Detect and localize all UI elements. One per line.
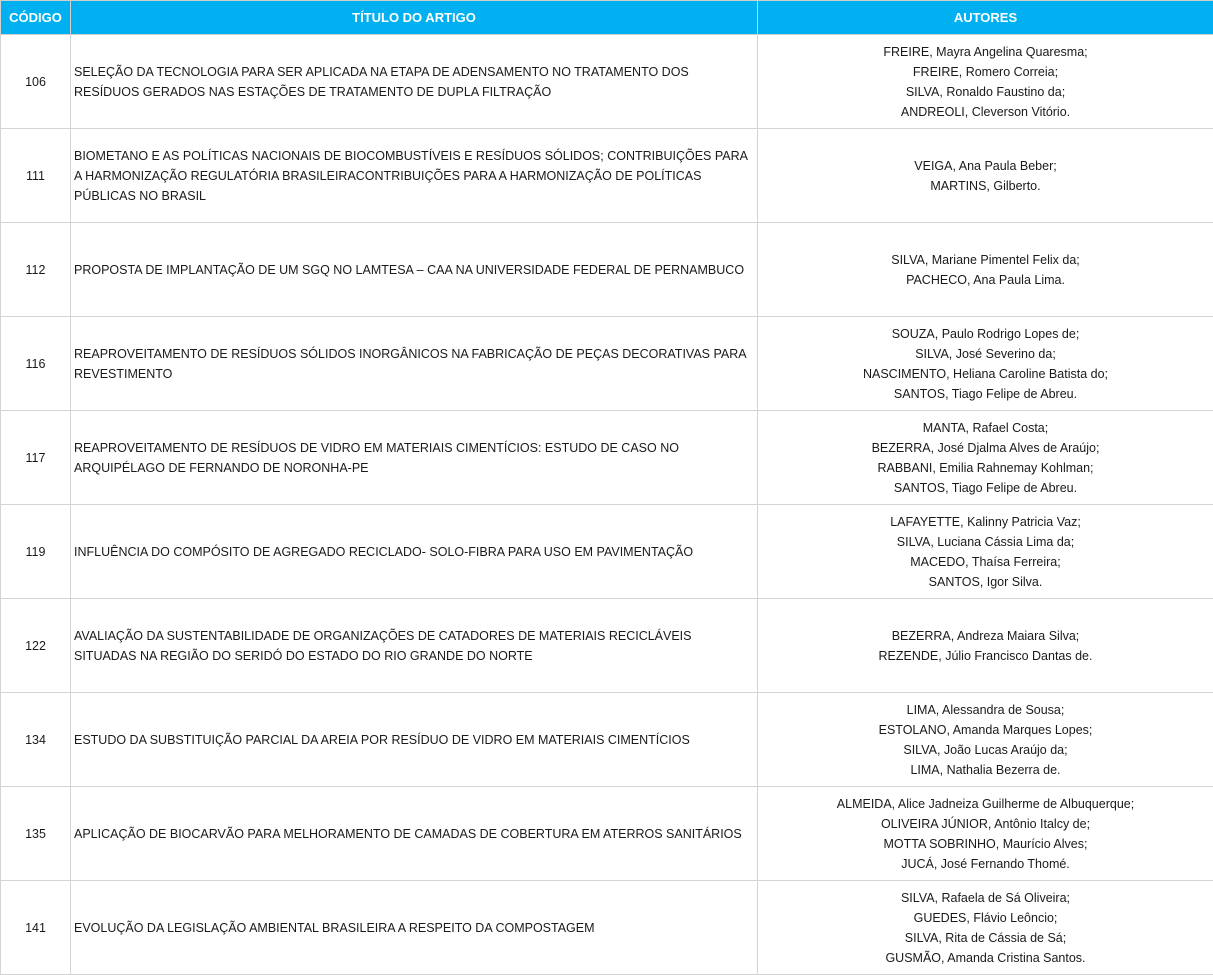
- header-title: TÍTULO DO ARTIGO: [71, 1, 758, 35]
- article-authors: [758, 787, 1213, 881]
- article-code: 112: [1, 223, 71, 317]
- article-code: 134: [1, 693, 71, 787]
- table-row: [1, 129, 1213, 223]
- article-code: 106: [1, 35, 71, 129]
- author-name: RABBANI, Emilia Rahnemay Kohlman;: [761, 458, 1210, 478]
- table-row: [1, 881, 1213, 975]
- article-authors: [758, 223, 1213, 317]
- author-name: NASCIMENTO, Heliana Caroline Batista do;: [761, 364, 1210, 384]
- table-row: [1, 317, 1213, 411]
- author-name: PACHECO, Ana Paula Lima.: [761, 270, 1210, 290]
- author-name: GUSMÃO, Amanda Cristina Santos.: [761, 948, 1210, 968]
- table-row: [1, 411, 1213, 505]
- article-title: REAPROVEITAMENTO DE RESÍDUOS SÓLIDOS INORGÂNICOS NA FABRICAÇÃO DE PEÇAS DECORATIVAS PARA REVESTIMENTO: [71, 317, 758, 411]
- article-code: 119: [1, 505, 71, 599]
- author-name: BEZERRA, José Djalma Alves de Araújo;: [761, 438, 1210, 458]
- article-code: 141: [1, 881, 71, 975]
- author-name: SOUZA, Paulo Rodrigo Lopes de;: [761, 324, 1210, 344]
- author-name: REZENDE, Júlio Francisco Dantas de.: [761, 646, 1210, 666]
- article-title: REAPROVEITAMENTO DE RESÍDUOS DE VIDRO EM MATERIAIS CIMENTÍCIOS: ESTUDO DE CASO NO ARQUIPÉLAGO DE FERNANDO DE NORONHA-PE: [71, 411, 758, 505]
- table-row: [1, 505, 1213, 599]
- author-name: FREIRE, Mayra Angelina Quaresma;: [761, 42, 1210, 62]
- article-title: AVALIAÇÃO DA SUSTENTABILIDADE DE ORGANIZAÇÕES DE CATADORES DE MATERIAIS RECICLÁVEIS SITUADAS NA REGIÃO DO SERIDÓ DO ESTADO DO RIO GRANDE DO NORTE: [71, 599, 758, 693]
- article-title: SELEÇÃO DA TECNOLOGIA PARA SER APLICADA NA ETAPA DE ADENSAMENTO NO TRATAMENTO DOS RESÍDUOS GERADOS NAS ESTAÇÕES DE TRATAMENTO DE DUPLA FILTRAÇÃO: [71, 35, 758, 129]
- author-name: VEIGA, Ana Paula Beber;: [761, 156, 1210, 176]
- author-name: SANTOS, Igor Silva.: [761, 572, 1210, 592]
- article-authors: [758, 693, 1213, 787]
- author-name: SILVA, José Severino da;: [761, 344, 1210, 364]
- article-authors: [758, 505, 1213, 599]
- table-row: [1, 223, 1213, 317]
- article-title: ESTUDO DA SUBSTITUIÇÃO PARCIAL DA AREIA POR RESÍDUO DE VIDRO EM MATERIAIS CIMENTÍCIOS: [71, 693, 758, 787]
- author-name: GUEDES, Flávio Leôncio;: [761, 908, 1210, 928]
- author-name: ALMEIDA, Alice Jadneiza Guilherme de Albuquerque;: [761, 794, 1210, 814]
- article-code: 111: [1, 129, 71, 223]
- article-authors: [758, 317, 1213, 411]
- author-name: SILVA, João Lucas Araújo da;: [761, 740, 1210, 760]
- author-name: LIMA, Nathalia Bezerra de.: [761, 760, 1210, 780]
- article-code: 116: [1, 317, 71, 411]
- author-name: LIMA, Alessandra de Sousa;: [761, 700, 1210, 720]
- author-name: OLIVEIRA JÚNIOR, Antônio Italcy de;: [761, 814, 1210, 834]
- author-name: MANTA, Rafael Costa;: [761, 418, 1210, 438]
- author-name: SILVA, Luciana Cássia Lima da;: [761, 532, 1210, 552]
- article-title: INFLUÊNCIA DO COMPÓSITO DE AGREGADO RECICLADO- SOLO-FIBRA PARA USO EM PAVIMENTAÇÃO: [71, 505, 758, 599]
- article-title: BIOMETANO E AS POLÍTICAS NACIONAIS DE BIOCOMBUSTÍVEIS E RESÍDUOS SÓLIDOS; CONTRIBUIÇÕES PARA A HARMONIZAÇÃO REGULATÓRIA BRASILEIRACONTRIBUIÇÕES PARA A HARMONIZAÇÃO DE POLÍTICAS PÚBLICAS NO BRASIL: [71, 129, 758, 223]
- table-row: [1, 693, 1213, 787]
- author-name: ESTOLANO, Amanda Marques Lopes;: [761, 720, 1210, 740]
- author-name: SILVA, Rafaela de Sá Oliveira;: [761, 888, 1210, 908]
- article-authors: [758, 129, 1213, 223]
- article-code: 122: [1, 599, 71, 693]
- article-authors: [758, 35, 1213, 129]
- author-name: SILVA, Ronaldo Faustino da;: [761, 82, 1210, 102]
- article-authors: [758, 599, 1213, 693]
- author-name: JUCÁ, José Fernando Thomé.: [761, 854, 1210, 874]
- author-name: BEZERRA, Andreza Maiara Silva;: [761, 626, 1210, 646]
- table-row: [1, 599, 1213, 693]
- article-title: APLICAÇÃO DE BIOCARVÃO PARA MELHORAMENTO DE CAMADAS DE COBERTURA EM ATERROS SANITÁRIOS: [71, 787, 758, 881]
- author-name: MACEDO, Thaísa Ferreira;: [761, 552, 1210, 572]
- article-code: 117: [1, 411, 71, 505]
- header-authors: AUTORES: [758, 1, 1213, 35]
- author-name: FREIRE, Romero Correia;: [761, 62, 1210, 82]
- table-row: [1, 35, 1213, 129]
- author-name: SANTOS, Tiago Felipe de Abreu.: [761, 478, 1210, 498]
- article-code: 135: [1, 787, 71, 881]
- article-title: EVOLUÇÃO DA LEGISLAÇÃO AMBIENTAL BRASILEIRA A RESPEITO DA COMPOSTAGEM: [71, 881, 758, 975]
- header-code: CÓDIGO: [1, 1, 71, 35]
- article-title: PROPOSTA DE IMPLANTAÇÃO DE UM SGQ NO LAMTESA – CAA NA UNIVERSIDADE FEDERAL DE PERNAMBUCO: [71, 223, 758, 317]
- author-name: SANTOS, Tiago Felipe de Abreu.: [761, 384, 1210, 404]
- author-name: SILVA, Rita de Cássia de Sá;: [761, 928, 1210, 948]
- author-name: SILVA, Mariane Pimentel Felix da;: [761, 250, 1210, 270]
- author-name: ANDREOLI, Cleverson Vitório.: [761, 102, 1210, 122]
- author-name: LAFAYETTE, Kalinny Patricia Vaz;: [761, 512, 1210, 532]
- article-authors: [758, 411, 1213, 505]
- article-authors: [758, 881, 1213, 975]
- table-body: [1, 35, 1213, 975]
- table-row: [1, 787, 1213, 881]
- header-row: [1, 1, 1213, 35]
- author-name: MARTINS, Gilberto.: [761, 176, 1210, 196]
- author-name: MOTTA SOBRINHO, Maurício Alves;: [761, 834, 1210, 854]
